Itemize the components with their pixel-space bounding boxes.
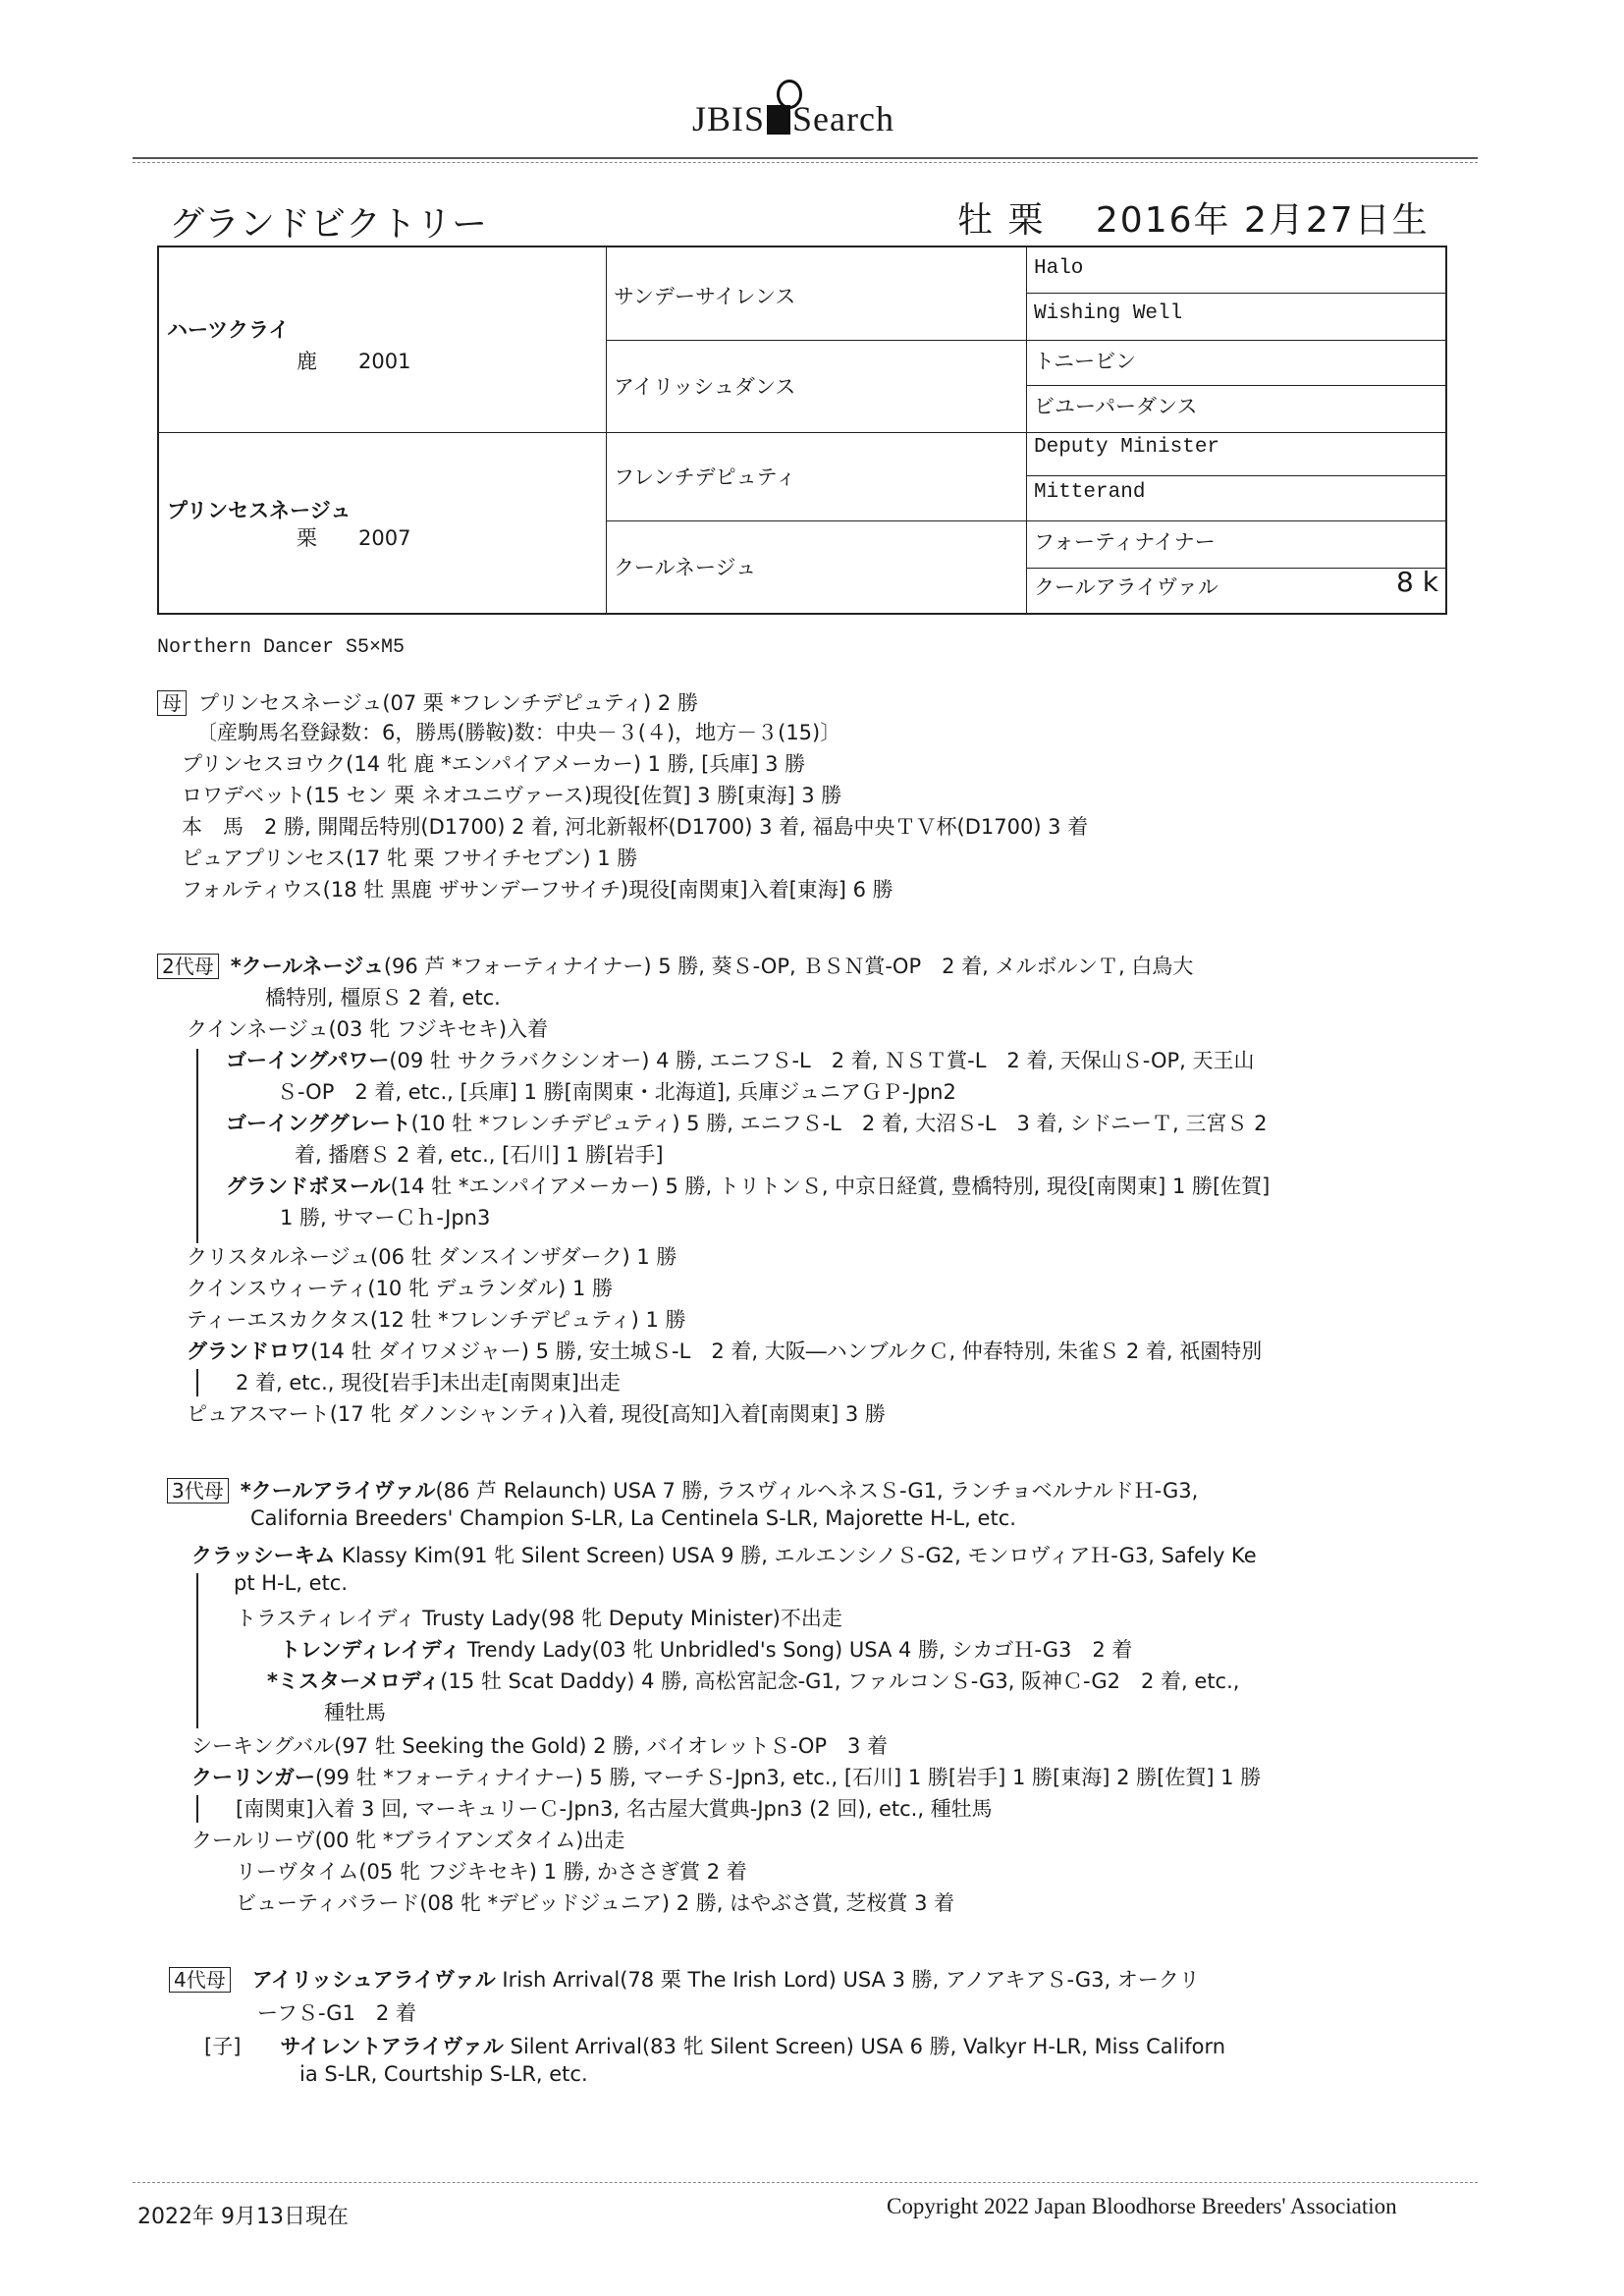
dam-dam: クールネージュ xyxy=(614,556,757,579)
horse-record: (09 牡 サクラバクシンオー) 4 勝, エニフＳ-L 2 着, ＮＳＴ賞-L 2 着, 天保山Ｓ-OP, 天王山 xyxy=(389,1049,1255,1072)
pedigree-divider xyxy=(159,432,606,433)
sire-info: 鹿 2001 xyxy=(297,350,411,373)
second-dam-record: (96 芦 *フォーティナイナー) 5 勝, 葵Ｓ-OP, ＢＳＮ賞-OP 2 着, メルボルンＴ, 白鳥大 xyxy=(383,955,1194,978)
horse-name-bold: グランドボヌール xyxy=(226,1175,391,1198)
ancestor-sdd: ビユーパーダンス xyxy=(1034,395,1198,418)
sire-dam: アイリッシュダンス xyxy=(614,375,796,399)
ancestor-sss: Halo xyxy=(1034,257,1084,280)
produce-row: フォルティウス(18 牡 黒鹿 ザサンデーフサイチ)現役[南関東]入着[東海] 6 勝 xyxy=(182,878,893,902)
fourth-dam-record: Irish Arrival(78 栗 The Irish Lord) USA 3 勝, アノアキアＳ-G3, オークリ xyxy=(495,1968,1200,1992)
family-bracket xyxy=(196,1795,198,1823)
pedigree-divider xyxy=(606,340,1445,341)
family-number: 8 k xyxy=(1396,566,1438,598)
horse-sex-color-birth: 牡 栗 2016年 2月27日生 xyxy=(957,200,1430,241)
produce-row-self: 本 馬 2 勝, 開聞岳特別(D1700) 2 着, 河北新報杯(D1700) 3 着, 福島中央ＴＶ杯(D1700) 3 着 xyxy=(182,815,1089,839)
record-continuation: Ｓ-OP 2 着, etc., [兵庫] 1 勝[南関東・北海道], 兵庫ジュニアＧＰ-Jpn2 xyxy=(277,1080,956,1104)
jbis-search-logo xyxy=(692,98,894,139)
produce-row: ティーエスカクタス(12 牡 *フレンチデピュティ) 1 勝 xyxy=(187,1308,686,1332)
third-dam-record: (86 芦 Relaunch) USA 7 勝, ラスヴィルヘネスＳ-G1, ランチョベルナルドＨ-G3, xyxy=(435,1479,1199,1503)
horse-name: グランドビクトリー xyxy=(169,204,488,245)
child-marker: [子] xyxy=(204,2035,242,2058)
sire-name: ハーツクライ xyxy=(167,318,290,342)
horse-record: Klassy Kim(91 牝 Silent Screen) USA 9 勝, エルエンシノＳ-G2, モンロヴィアＨ-G3, Safely Ke xyxy=(335,1544,1257,1567)
record-continuation: 橋特別, 橿原Ｓ 2 着, etc. xyxy=(265,986,501,1010)
fourth-dam-name: アイリッシュアライヴァル xyxy=(251,1968,496,1992)
horse-name-bold: クラッシーキム xyxy=(191,1544,336,1567)
dam-produce-summary: 〔産駒馬名登録数：6，勝馬(勝鞍)数：中央－３(４)，地方－３(15)〕 xyxy=(196,721,841,744)
as-of-date: 2022年 9月13日現在 xyxy=(137,2205,349,2229)
dam-info: 栗 2007 xyxy=(297,526,411,550)
section-tag-3rd-dam: 3代母 xyxy=(167,1478,229,1503)
produce-row: プリンセスヨウク(14 牝 鹿 *エンパイアメーカー) 1 勝, [兵庫] 3 勝 xyxy=(182,752,806,776)
record-continuation: California Breeders' Champion S-LR, La Centinela S-LR, Majorette H-L, etc. xyxy=(250,1506,1016,1530)
horse-name-bold: ゴーインググレート xyxy=(226,1112,411,1135)
record-continuation: 2 着, etc., 現役[岩手]未出走[南関東]出走 xyxy=(236,1371,621,1394)
produce-row xyxy=(280,1634,1132,1664)
ancestor-dds: フォーティナイナー xyxy=(1034,530,1216,554)
family-bracket xyxy=(196,1573,198,1728)
produce-row: ピュアプリンセス(17 牝 栗 フサイチセブン) 1 勝 xyxy=(182,847,638,870)
logo-text-search: Search xyxy=(792,99,894,138)
horse-name-bold: トレンディレイディ xyxy=(280,1638,461,1662)
family-bracket xyxy=(196,1049,198,1243)
ancestor-sds: トニービン xyxy=(1034,350,1137,373)
horse-name-bold: サイレントアライヴァル xyxy=(280,2035,504,2058)
pedigree-divider xyxy=(1026,568,1445,569)
produce-row xyxy=(204,2031,1225,2060)
ancestor-dss: Deputy Minister xyxy=(1034,436,1220,459)
pedigree-table xyxy=(157,246,1447,615)
dam-name: プリンセスネージュ xyxy=(167,499,352,522)
section-tag-2nd-dam: 2代母 xyxy=(157,954,219,979)
sire-sire: サンデーサイレンス xyxy=(614,285,796,308)
dam-sire: フレンチデピュティ xyxy=(614,465,796,489)
produce-row: トラスティレイディ Trusty Lady(98 牝 Deputy Minister)不出走 xyxy=(236,1607,842,1630)
pedigree-divider xyxy=(1026,385,1445,386)
produce-row: クールリーヴ(00 牝 *ブライアンズタイム)出走 xyxy=(191,1829,625,1852)
horse-record: (15 牡 Scat Daddy) 4 勝, 高松宮記念-G1, ファルコンＳ-G3, 阪神Ｃ-G2 2 着, etc., xyxy=(440,1669,1240,1693)
pedigree-divider xyxy=(606,520,1445,521)
section-tag-4th-dam: 4代母 xyxy=(169,1967,231,1993)
produce-row xyxy=(226,1171,1270,1200)
produce-row xyxy=(226,1108,1267,1137)
produce-row: クインスウィーティ(10 牝 デュランダル) 1 勝 xyxy=(187,1277,614,1300)
ancestor-ddd: クールアライヴァル xyxy=(1034,575,1218,599)
record-continuation: ia S-LR, Courtship S-LR, etc. xyxy=(299,2062,588,2086)
record-continuation: [南関東]入着 3 回, マーキュリーＣ-Jpn3, 名古屋大賞典-Jpn3 (2 回), etc., 種牡馬 xyxy=(236,1797,993,1821)
fourth-dam-line xyxy=(169,1964,1200,1994)
produce-row: ピュアスマート(17 牝 ダノンシャンティ)入着, 現役[高知]入着[南関東] 3 勝 xyxy=(187,1402,886,1426)
section-tag-dam: 母 xyxy=(157,690,187,716)
family-bracket xyxy=(196,1369,198,1396)
inbreeding-note: Northern Dancer S5×M5 xyxy=(157,636,406,659)
copyright: Copyright 2022 Japan Bloodhorse Breeders' Association xyxy=(887,2194,1397,2218)
horse-record: Trendy Lady(03 牝 Unbridled's Song) USA 4 勝, シカゴＨ-G3 2 着 xyxy=(460,1638,1133,1662)
record-continuation: ーフＳ-G1 2 着 xyxy=(257,2001,416,2025)
produce-row: クリスタルネージュ(06 牡 ダンスインザダーク) 1 勝 xyxy=(187,1245,677,1269)
dam-record: プリンセスネージュ(07 栗 *フレンチデピュティ) 2 勝 xyxy=(198,691,698,715)
header-rule xyxy=(133,157,1478,159)
produce-row xyxy=(267,1666,1239,1695)
produce-row: ビューティバラード(08 牝 *デビッドジュニア) 2 勝, はやぶさ賞, 芝桜賞 3 着 xyxy=(236,1891,955,1915)
third-dam-name: *クールアライヴァル xyxy=(240,1479,436,1503)
horse-name-bold: ゴーイングパワー xyxy=(226,1049,390,1072)
pedigree-divider xyxy=(1026,293,1445,294)
record-continuation: 着, 播磨Ｓ 2 着, etc., [石川] 1 勝[岩手] xyxy=(295,1143,664,1167)
logo-magnifier-icon xyxy=(767,105,790,135)
produce-row xyxy=(226,1045,1255,1074)
header-rule-dashed xyxy=(133,162,1478,163)
dam-line xyxy=(157,687,698,717)
pedigree-divider xyxy=(1026,475,1445,476)
footer-rule xyxy=(133,2182,1478,2183)
produce-row xyxy=(191,1762,1261,1791)
second-dam-name: *クールネージュ xyxy=(230,955,384,978)
produce-row xyxy=(187,1336,1262,1365)
record-continuation: 種牡馬 xyxy=(324,1701,386,1724)
pedigree-divider xyxy=(606,432,1445,433)
third-dam-line xyxy=(167,1475,1198,1504)
produce-row xyxy=(191,1540,1257,1569)
second-dam-line xyxy=(157,951,1193,980)
horse-name-bold: クーリンガー xyxy=(191,1766,315,1789)
horse-record: Silent Arrival(83 牝 Silent Screen) USA 6 勝, Valkyr H-LR, Miss Californ xyxy=(503,2035,1226,2058)
horse-record: (14 牡 *エンパイアメーカー) 5 勝, トリトンＳ, 中京日経賞, 豊橋特別, 現役[南関東] 1 勝[佐賀] xyxy=(390,1175,1271,1198)
pedigree-divider xyxy=(606,247,607,613)
ancestor-ssd: Wishing Well xyxy=(1034,302,1183,325)
horse-record: (14 牡 ダイワメジャー) 5 勝, 安土城Ｓ-L 2 着, 大阪―ハンブルクＣ, 仲春特別, 朱雀Ｓ 2 着, 祇園特別 xyxy=(310,1339,1263,1363)
horse-record: (10 牡 *フレンチデピュティ) 5 勝, エニフＳ-L 2 着, 大沼Ｓ-L 3 着, シドニーＴ, 三宮Ｓ 2 xyxy=(410,1112,1268,1135)
record-continuation: 1 勝, サマーＣｈ-Jpn3 xyxy=(280,1206,491,1230)
produce-row: リーヴタイム(05 牝 フジキセキ) 1 勝, かささぎ賞 2 着 xyxy=(236,1860,747,1884)
ancestor-dsd: Mitterand xyxy=(1034,481,1146,504)
pedigree-divider xyxy=(1026,247,1027,613)
horse-record: (99 牡 *フォーティナイナー) 5 勝, マーチＳ-Jpn3, etc., [石川] 1 勝[岩手] 1 勝[東海] 2 勝[佐賀] 1 勝 xyxy=(315,1766,1262,1789)
produce-row: クインネージュ(03 牝 フジキセキ)入着 xyxy=(187,1017,549,1041)
horse-name-bold: *ミスターメロディ xyxy=(267,1669,441,1693)
logo-text-jbis: JBIS xyxy=(692,99,766,138)
produce-row: ロワデベット(15 セン 栗 ネオユニヴァース)現役[佐賀] 3 勝[東海] 3 勝 xyxy=(182,784,842,807)
record-continuation: pt H-L, etc. xyxy=(234,1571,349,1595)
produce-row: シーキングバル(97 牡 Seeking the Gold) 2 勝, バイオレットＳ-OP 3 着 xyxy=(191,1734,889,1758)
horse-name-bold: グランドロワ xyxy=(187,1339,310,1363)
